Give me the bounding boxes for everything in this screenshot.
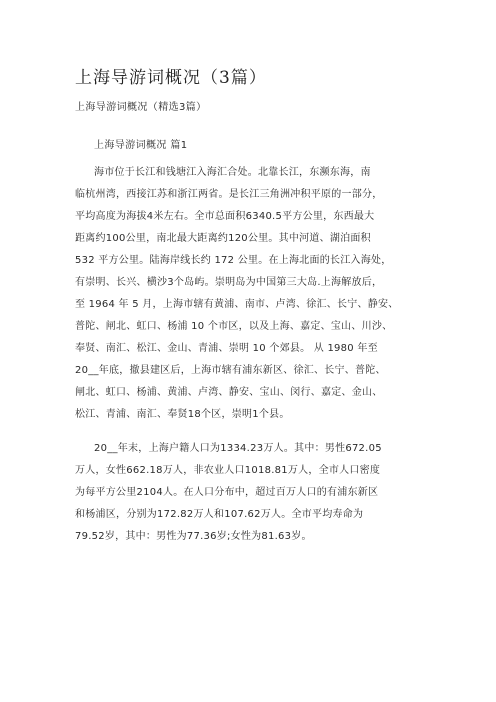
paragraph-line: 奉贤、南汇、松江、金山、青浦、崇明 10 个郊县。 从 1980 年至 xyxy=(75,343,378,354)
paragraph-line: 79.52岁，其中：男性为77.36岁;女性为81.63岁。 xyxy=(75,531,312,542)
paragraph-line: 为每平方公里2104人。在人口分布中，超过百万人口的有浦东新区 xyxy=(75,487,379,498)
paragraph-line: 20__年底，撤县建区后，上海市辖有浦东新区、徐汇、长宁、普陀、 xyxy=(75,365,386,376)
paragraph-line: 万人，女性662.18万人，非农业人口1018.81万人，全市人口密度 xyxy=(75,465,381,476)
paragraph-line: 普陀、闸北、虹口、杨浦 10 个市区，以及上海、嘉定、宝山、川沙、 xyxy=(75,321,393,332)
section-heading: 上海导游词概况 篇1 xyxy=(94,140,188,151)
paragraph-line: 532 平方公里。陆海岸线长约 172 公里。在上海北面的长江入海处， xyxy=(75,255,392,266)
paragraph-line: 临杭州湾，西接江苏和浙江两省。是长江三角洲冲积平原的一部分， xyxy=(75,189,383,200)
paragraph-line: 和杨浦区，分别为172.82万人和107.62万人。全市平均寿命为 xyxy=(75,509,364,520)
paragraph-line: 闸北、虹口、杨浦、黄浦、卢湾、静安、宝山、闵行、嘉定、金山、 xyxy=(75,387,383,398)
paragraph-line: 平均高度为海拔4米左右。全市总面积6340.5平方公里，东西最大 xyxy=(75,211,375,222)
paragraph-line: 距离约100公里，南北最大距离约120公里。其中河道、湖泊面积 xyxy=(75,233,371,244)
paragraph-line: 海市位于长江和钱塘江入海汇合处。北靠长江，东濒东海，南 xyxy=(94,167,371,178)
paragraph-line: 20__年末，上海户籍人口为1334.23万人。其中：男性672.05 xyxy=(94,443,382,454)
document-title: 上海导游词概况（3篇） xyxy=(75,68,267,88)
paragraph-line: 有崇明、长兴、横沙3个岛屿。崇明岛为中国第三大岛.上海解放后， xyxy=(75,277,383,288)
paragraph-line: 松江、青浦、南汇、奉贤18个区，崇明1个县。 xyxy=(75,409,290,420)
document-subtitle: 上海导游词概况（精选3篇） xyxy=(75,102,207,113)
paragraph-line: 至 1964 年 5 月，上海市辖有黄浦、南市、卢湾、徐汇、长宁、静安、 xyxy=(75,299,399,310)
